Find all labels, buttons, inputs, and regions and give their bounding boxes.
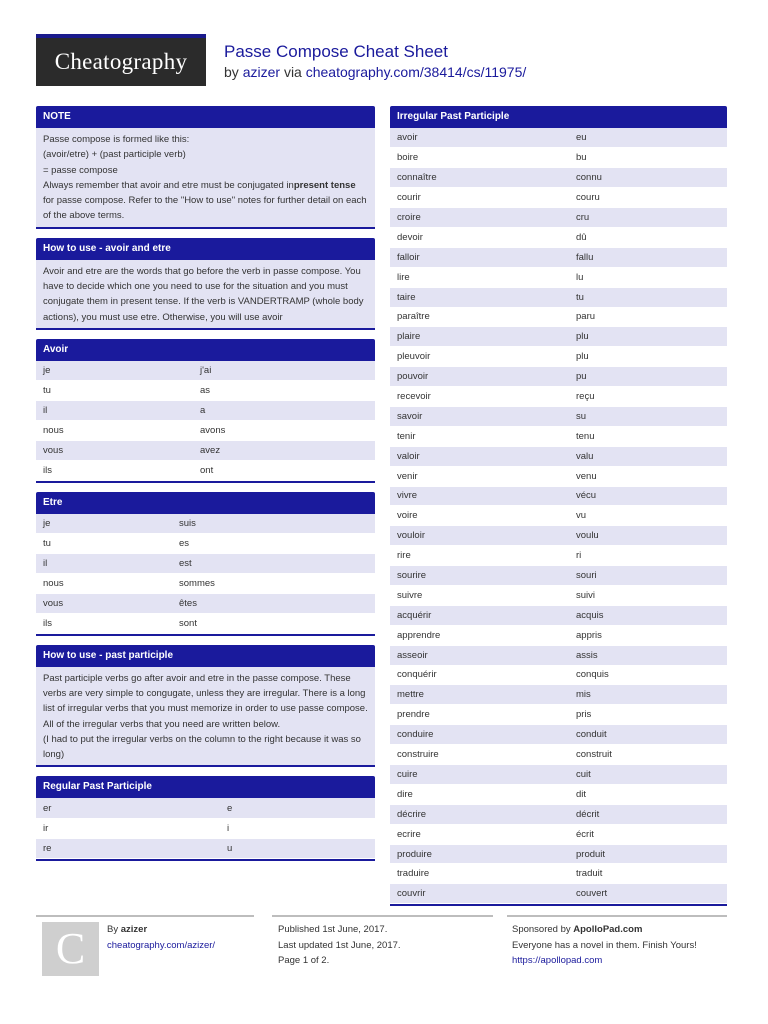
table-row: [390, 406, 727, 426]
participle-cell: su: [569, 406, 727, 426]
infinitive-cell: croire: [390, 208, 569, 228]
participle-cell: ri: [569, 546, 727, 566]
conjugation-cell: suis: [172, 514, 375, 534]
table-row: [390, 804, 727, 824]
avoir-section: [36, 339, 375, 483]
conjugation-cell: est: [172, 554, 375, 574]
page-number: Page 1 of 2.: [278, 955, 330, 966]
infinitive-cell: lire: [390, 267, 569, 287]
footer-author: [107, 922, 215, 953]
participle-cell: bu: [569, 148, 727, 168]
logo-text: Cheatography: [54, 49, 188, 74]
pronoun-cell: il: [36, 554, 172, 574]
infinitive-cell: suivre: [390, 585, 569, 605]
conjugation-cell: ont: [193, 460, 375, 480]
table-row: [36, 361, 375, 381]
note-body: [36, 128, 375, 227]
participle-cell: couru: [569, 188, 727, 208]
participle-cell: dû: [569, 227, 727, 247]
infinitive-cell: asseoir: [390, 645, 569, 665]
table-row: [390, 784, 727, 804]
participle-cell: mis: [569, 685, 727, 705]
infinitive-cell: cuire: [390, 765, 569, 785]
table-row: [390, 824, 727, 844]
participle-cell: voulu: [569, 526, 727, 546]
table-row: [390, 247, 727, 267]
infinitive-cell: recevoir: [390, 387, 569, 407]
participle-cell: paru: [569, 307, 727, 327]
table-row: [390, 267, 727, 287]
infinitive-cell: vivre: [390, 486, 569, 506]
table-row: [390, 148, 727, 168]
table-row: [390, 347, 727, 367]
right-column: [390, 106, 727, 915]
page-title: Passe Compose Cheat Sheet: [224, 42, 448, 61]
infinitive-cell: couvrir: [390, 884, 569, 904]
footer-divider: [36, 915, 254, 917]
table-row: [390, 446, 727, 466]
pronoun-cell: vous: [36, 593, 172, 613]
infinitive-cell: connaître: [390, 168, 569, 188]
sponsor-link[interactable]: https://apollopad.com: [512, 955, 603, 966]
table-row: [390, 864, 727, 884]
note-paragraph: [43, 178, 368, 224]
table-row: [36, 381, 375, 401]
table-row: [390, 665, 727, 685]
participle-cell: cuit: [569, 765, 727, 785]
pronoun-cell: tu: [36, 381, 193, 401]
conjugation-cell: a: [193, 401, 375, 421]
infinitive-cell: ecrire: [390, 824, 569, 844]
table-row: [390, 426, 727, 446]
table-row: [390, 745, 727, 765]
left-column: [36, 106, 375, 870]
by-prefix: by: [224, 64, 239, 80]
participle-cell: plu: [569, 327, 727, 347]
infinitive-cell: traduire: [390, 864, 569, 884]
table-row: [390, 327, 727, 347]
table-row: [390, 884, 727, 904]
note-line: = passe compose: [43, 164, 118, 176]
footer-by-label: By: [107, 924, 119, 935]
participle-cell: construit: [569, 745, 727, 765]
table-row: [390, 387, 727, 407]
infinitive-cell: taire: [390, 287, 569, 307]
participle-cell: i: [220, 818, 375, 838]
infinitive-cell: vouloir: [390, 526, 569, 546]
pronoun-cell: je: [36, 361, 193, 381]
table-row: [390, 725, 727, 745]
pronoun-cell: ils: [36, 613, 172, 633]
pronoun-cell: il: [36, 401, 193, 421]
table-row: [390, 128, 727, 148]
regular-past-participle-heading: Regular Past Participle: [36, 776, 375, 798]
infinitive-cell: prendre: [390, 705, 569, 725]
infinitive-cell: mettre: [390, 685, 569, 705]
irregular-past-participle-heading: Irregular Past Participle: [390, 106, 727, 128]
etre-heading: Etre: [36, 492, 375, 514]
infinitive-cell: tenir: [390, 426, 569, 446]
infinitive-cell: acquérir: [390, 605, 569, 625]
table-row: [36, 421, 375, 441]
table-row: [390, 367, 727, 387]
conjugation-cell: sommes: [172, 573, 375, 593]
table-row: [390, 685, 727, 705]
participle-cell: connu: [569, 168, 727, 188]
infinitive-cell: voire: [390, 506, 569, 526]
infinitive-cell: valoir: [390, 446, 569, 466]
table-row: [36, 401, 375, 421]
irregular-past-participle-section: [390, 106, 727, 906]
participle-cell: tenu: [569, 426, 727, 446]
table-row: [36, 534, 375, 554]
table-row: [390, 844, 727, 864]
table-row: [390, 486, 727, 506]
table-row: [36, 613, 375, 633]
note-section: [36, 106, 375, 229]
table-row: [390, 307, 727, 327]
conjugation-cell: avons: [193, 421, 375, 441]
note-line: Passe compose is formed like this:: [43, 134, 190, 145]
table-row: [390, 566, 727, 586]
via-text: via: [283, 64, 302, 80]
table-row: [36, 441, 375, 461]
footer-author-name: azizer: [120, 924, 148, 935]
footer-sponsor: [512, 922, 697, 969]
participle-cell: acquis: [569, 605, 727, 625]
etre-table: [36, 514, 375, 634]
participle-cell: lu: [569, 267, 727, 287]
participle-cell: appris: [569, 625, 727, 645]
irregular-table: [390, 128, 727, 904]
table-row: [390, 705, 727, 725]
infinitive-cell: venir: [390, 466, 569, 486]
author-link[interactable]: azizer: [242, 64, 281, 80]
how-to-past-participle-heading: How to use - past participle: [36, 645, 375, 667]
participle-cell: e: [220, 798, 375, 818]
participle-cell: cru: [569, 208, 727, 228]
note-line: (avoir/etre) + (past participle verb): [43, 149, 186, 161]
footer-logo-letter: C: [55, 924, 86, 973]
table-row: [390, 287, 727, 307]
table-row: [390, 188, 727, 208]
footer-divider: [507, 915, 727, 917]
participle-cell: fallu: [569, 247, 727, 267]
footer-publish-info: [278, 922, 401, 969]
etre-section: [36, 492, 375, 636]
infinitive-cell: dire: [390, 784, 569, 804]
table-row: [36, 554, 375, 574]
conjugation-cell: sont: [172, 613, 375, 633]
participle-cell: plu: [569, 347, 727, 367]
updated-date: Last updated 1st June, 2017.: [278, 939, 401, 951]
conjugation-cell: as: [193, 381, 375, 401]
ending-cell: ir: [36, 818, 220, 838]
infinitive-cell: apprendre: [390, 625, 569, 645]
footer-author-link[interactable]: cheatography.com/azizer/: [107, 939, 216, 951]
how-to-past-participle-body: [36, 667, 375, 766]
avoir-heading: Avoir: [36, 339, 375, 361]
infinitive-cell: conduire: [390, 725, 569, 745]
avoir-table: [36, 361, 375, 481]
note-emphasis: present tense: [293, 179, 356, 191]
participle-cell: assis: [569, 645, 727, 665]
infinitive-cell: plaire: [390, 327, 569, 347]
table-row: [390, 227, 727, 247]
pronoun-cell: je: [36, 514, 172, 534]
table-row: [390, 546, 727, 566]
byline: [224, 64, 526, 80]
paragraph: (I had to put the irregular verbs on the column to the right because it was so long): [43, 733, 361, 761]
pronoun-cell: vous: [36, 441, 193, 461]
sponsor-prefix: Sponsored by: [512, 924, 571, 935]
table-row: [36, 593, 375, 613]
participle-cell: dit: [569, 784, 727, 804]
infinitive-cell: devoir: [390, 227, 569, 247]
how-to-avoir-etre-section: [36, 238, 375, 330]
infinitive-cell: conquérir: [390, 665, 569, 685]
conjugation-cell: j'ai: [193, 361, 375, 381]
conjugation-cell: êtes: [172, 593, 375, 613]
participle-cell: valu: [569, 446, 727, 466]
footer-byline: [107, 922, 215, 938]
infinitive-cell: falloir: [390, 247, 569, 267]
how-to-avoir-etre-heading: How to use - avoir and etre: [36, 238, 375, 260]
sheet-url-link[interactable]: cheatography.com/38414/cs/11975/: [305, 64, 527, 80]
participle-cell: couvert: [569, 884, 727, 904]
participle-cell: conquis: [569, 665, 727, 685]
participle-cell: u: [220, 838, 375, 858]
infinitive-cell: sourire: [390, 566, 569, 586]
table-row: [36, 838, 375, 858]
cheatography-logo[interactable]: [36, 34, 206, 86]
sponsor-line: [512, 922, 697, 938]
table-row: [390, 208, 727, 228]
participle-cell: vécu: [569, 486, 727, 506]
participle-cell: produit: [569, 844, 727, 864]
table-row: [390, 526, 727, 546]
infinitive-cell: courir: [390, 188, 569, 208]
pronoun-cell: ils: [36, 460, 193, 480]
infinitive-cell: construire: [390, 745, 569, 765]
table-row: [390, 765, 727, 785]
conjugation-cell: avez: [193, 441, 375, 461]
participle-cell: eu: [569, 128, 727, 148]
footer-divider: [272, 915, 493, 917]
footer-logo: [42, 922, 99, 976]
table-row: [36, 460, 375, 480]
sponsor-tagline: Everyone has a novel in them. Finish Yours!: [512, 939, 697, 951]
participle-cell: vu: [569, 506, 727, 526]
infinitive-cell: savoir: [390, 406, 569, 426]
participle-cell: conduit: [569, 725, 727, 745]
table-row: [390, 168, 727, 188]
participle-cell: décrit: [569, 804, 727, 824]
how-to-avoir-etre-body: Avoir and etre are the words that go before the verb in passe compose. You have to decide which one you need to use for the situation and you must conjugate them in present tense. If the verb is VANDERTRAMP (whole body actions), you must use etre. Otherwise, you will use avoir: [36, 260, 375, 328]
ending-cell: er: [36, 798, 220, 818]
regular-table: [36, 798, 375, 858]
infinitive-cell: avoir: [390, 128, 569, 148]
table-row: [390, 645, 727, 665]
how-to-past-participle-section: [36, 645, 375, 768]
table-row: [390, 506, 727, 526]
infinitive-cell: pleuvoir: [390, 347, 569, 367]
table-row: [36, 798, 375, 818]
table-row: [36, 514, 375, 534]
participle-cell: venu: [569, 466, 727, 486]
participle-cell: traduit: [569, 864, 727, 884]
infinitive-cell: décrire: [390, 804, 569, 824]
participle-cell: suivi: [569, 585, 727, 605]
published-date: Published 1st June, 2017.: [278, 924, 388, 935]
pronoun-cell: nous: [36, 421, 193, 441]
participle-cell: souri: [569, 566, 727, 586]
paragraph: Past participle verbs go after avoir and etre in the passe compose. These verbs are very simple to congugate, unless they are irregular. There is a long list of irregular verbs that you must memorize in order to use passe compose. All of the irregular verbs that you need are written below.: [43, 672, 368, 730]
note-heading: NOTE: [36, 106, 375, 128]
infinitive-cell: rire: [390, 546, 569, 566]
infinitive-cell: pouvoir: [390, 367, 569, 387]
table-row: [390, 625, 727, 645]
pronoun-cell: tu: [36, 534, 172, 554]
infinitive-cell: produire: [390, 844, 569, 864]
ending-cell: re: [36, 838, 220, 858]
infinitive-cell: boire: [390, 148, 569, 168]
sponsor-name: ApolloPad.com: [573, 924, 643, 935]
note-text: for passe compose. Refer to the "How to use" notes for further detail on each of the above terms.: [43, 195, 367, 222]
conjugation-cell: es: [172, 534, 375, 554]
pronoun-cell: nous: [36, 573, 172, 593]
participle-cell: pris: [569, 705, 727, 725]
regular-past-participle-section: [36, 776, 375, 860]
table-row: [36, 573, 375, 593]
participle-cell: reçu: [569, 387, 727, 407]
participle-cell: écrit: [569, 824, 727, 844]
table-row: [390, 585, 727, 605]
table-row: [390, 466, 727, 486]
table-row: [36, 818, 375, 838]
infinitive-cell: paraître: [390, 307, 569, 327]
participle-cell: tu: [569, 287, 727, 307]
participle-cell: pu: [569, 367, 727, 387]
table-row: [390, 605, 727, 625]
note-text: Always remember that avoir and etre must be conjugated in: [43, 179, 294, 191]
